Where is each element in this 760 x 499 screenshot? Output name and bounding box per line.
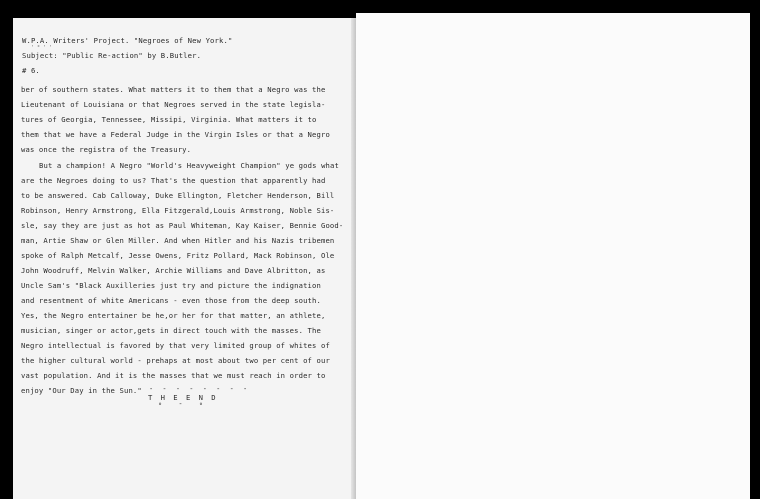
end-dashes-top: - - - - - - - -	[149, 385, 250, 393]
paragraph-2-line: John Woodruff, Melvin Walker, Archie Williams and Dave Albritton, as	[21, 266, 326, 275]
ink-marks: ' ° ' '	[31, 45, 53, 51]
paragraph-1-line: tures of Georgia, Tennessee, Missipi, Virginia. What matters it to	[21, 115, 317, 124]
paragraph-1-line: Lieutenant of Louisiana or that Negroes served in the state legisla-	[21, 100, 326, 109]
paragraph-2-line: man, Artie Shaw or Glen Miller. And when Hitler and his Nazis tribemen	[21, 236, 335, 245]
paragraph-2-line: sle, say they are just as hot as Paul Whiteman, Kay Kaiser, Bennie Good-	[21, 221, 344, 230]
paragraph-2-line: are the Negroes doing to us? That's the question that apparently had	[21, 176, 326, 185]
paragraph-2-line: Robinson, Henry Armstrong, Ella Fitzgerald,Louis Armstrong, Noble Sis-	[21, 206, 335, 215]
paragraph-1-line: ber of southern states. What matters it to them that a Negro was the	[21, 85, 326, 94]
paragraph-2-line: and resentment of white Americans - even those from the deep south.	[21, 296, 321, 305]
paragraph-2-line: But a champion! A Negro "World's Heavyweight Champion" ye gods what	[39, 161, 339, 170]
paragraph-2-line: the higher cultural world - prehaps at most about two per cent of our	[21, 356, 330, 365]
paragraph-2-line: Yes, the Negro entertainer be he,or her for that matter, an athlete,	[21, 311, 326, 320]
paragraph-2-line: musician, singer or actor,gets in direct touch with the masses. The	[21, 326, 321, 335]
document-page-right-blank	[356, 13, 750, 499]
paragraph-1-line: them that we have a Federal Judge in the Virgin Isles or that a Negro	[21, 130, 330, 139]
paragraph-2-line: enjoy "Our Day in the Sun."	[21, 386, 142, 395]
header-subject-line: Subject: "Public Re-action" by B.Butler.	[22, 51, 202, 60]
paragraph-2-line: Uncle Sam's "Black Auxilleries just try and picture the indignation	[21, 281, 321, 290]
paragraph-1-line: was once the registra of the Treasury.	[21, 145, 192, 154]
the-end-text: T H E E N D	[148, 393, 218, 402]
header-project-line: W.P.A. Writers' Project. "Negroes of New York."	[22, 36, 233, 45]
paragraph-2-line: spoke of Ralph Metcalf, Jesse Owens, Fritz Pollard, Mack Robinson, Ole	[21, 251, 335, 260]
end-dashes-bottom: ∘ - ∘	[158, 400, 210, 408]
paragraph-2-line: to be answered. Cab Calloway, Duke Ellington, Fletcher Henderson, Bill	[21, 191, 335, 200]
paragraph-2-line: vast population. And it is the masses that we must reach in order to	[21, 371, 326, 380]
paragraph-2-line: Negro intellectual is favored by that very limited group of whites of	[21, 341, 330, 350]
header-page-number: # 6.	[22, 66, 40, 75]
